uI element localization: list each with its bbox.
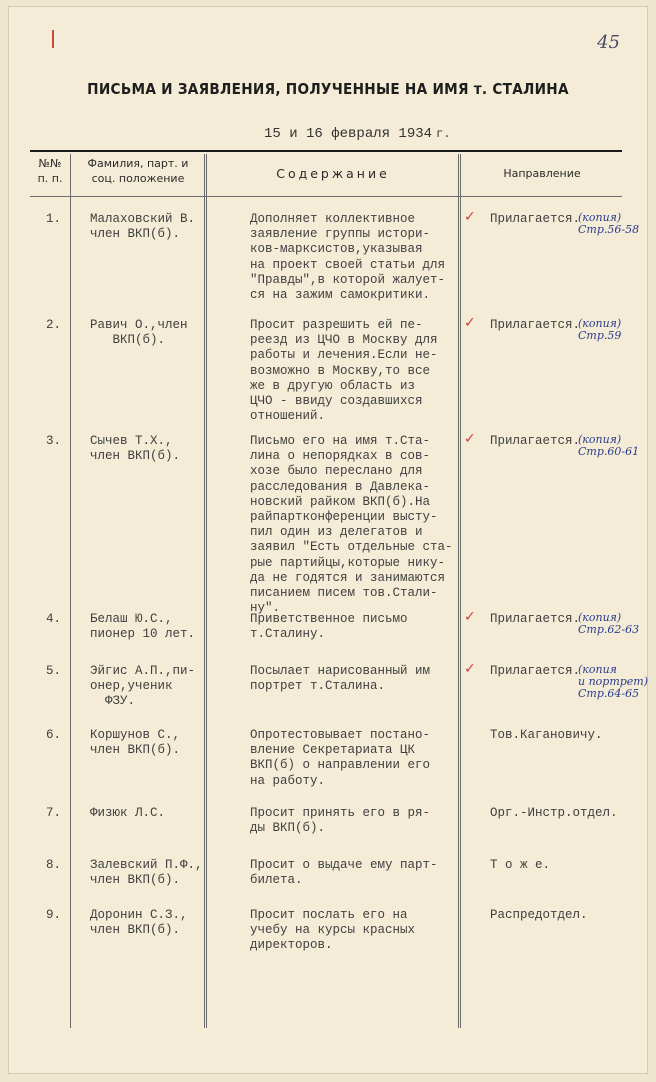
- header-underline: [30, 196, 622, 197]
- red-check-mark: ✓: [464, 661, 476, 677]
- row-direction: Тов.Кагановичу.: [490, 728, 603, 742]
- row-content: Дополняет коллективное заявление группы истори- ков-марксистов,указывая на проект своей статьи для "Правды",в которой жалует- ся на зажим самокритики.: [250, 212, 446, 303]
- red-check-mark: ✓: [464, 431, 476, 447]
- date-text: 15 и 16 февраля 1934: [264, 126, 433, 142]
- row-content: Посылает нарисованный им портрет т.Сталина.: [250, 664, 431, 694]
- row-direction: Прилагается.: [490, 612, 581, 626]
- header-name: Фамилия, парт. и соц. положение: [87, 157, 189, 185]
- row-number: 5.: [46, 664, 62, 678]
- row-content: Письмо его на имя т.Ста- лина о непорядках в сов- хозе было переслано для расследования в Давлека- новский райком ВКП(б).На райпартконференции высту- пил один из делегатов и заявил "Есть отдельные ста- рые партийцы,которые нику- да не годятся и занимаются писанием писем тов.Стали- ну".: [250, 434, 453, 616]
- row-name: Сычев Т.Х., член ВКП(б).: [90, 434, 181, 464]
- red-check-mark: ✓: [464, 609, 476, 625]
- handwritten-note: (копия и портрет) Стр.64-65: [578, 663, 649, 700]
- page-number: 45: [597, 32, 620, 53]
- row-number: 4.: [46, 612, 62, 626]
- row-name: Белаш Ю.С., пионер 10 лет.: [90, 612, 196, 642]
- handwritten-note: (копия) Стр.59: [578, 317, 622, 342]
- row-direction: Прилагается.: [490, 434, 581, 448]
- row-content: Просит принять его в ря- ды ВКП(б).: [250, 806, 431, 836]
- header-rule: [30, 150, 622, 152]
- row-number: 6.: [46, 728, 62, 742]
- handwritten-note: (копия) Стр.62-63: [578, 611, 640, 636]
- date-suffix: г.: [436, 127, 451, 141]
- row-content: Опротестовывает постано- вление Секретариата ЦК ВКП(б) о направлении его на работу.: [250, 728, 431, 788]
- red-check-mark: ✓: [464, 209, 476, 225]
- document-sheet: [8, 6, 648, 1074]
- row-direction: Прилагается.: [490, 318, 581, 332]
- row-direction: Орг.-Инстр.отдел.: [490, 806, 618, 820]
- handwritten-note: (копия) Стр.56-58: [578, 211, 640, 236]
- row-name: Залевский П.Ф., член ВКП(б).: [90, 858, 203, 888]
- row-number: 9.: [46, 908, 62, 922]
- row-direction: Прилагается.: [490, 664, 581, 678]
- row-name: Эйгис А.П.,пи- онер,ученик ФЗУ.: [90, 664, 196, 709]
- header-direction: Направление: [503, 167, 581, 180]
- row-number: 1.: [46, 212, 62, 226]
- document-date: [264, 126, 450, 142]
- row-number: 3.: [46, 434, 62, 448]
- row-direction: Т о ж е.: [490, 858, 551, 872]
- row-name: Доронин С.З., член ВКП(б).: [90, 908, 188, 938]
- row-name: Коршунов С., член ВКП(б).: [90, 728, 181, 758]
- red-margin-mark: [52, 30, 57, 48]
- document-title: ПИСЬМА И ЗАЯВЛЕНИЯ, ПОЛУЧЕННЫЕ НА ИМЯ т. СТАЛИНА: [87, 80, 569, 98]
- row-direction: Распредотдел.: [490, 908, 588, 922]
- row-number: 7.: [46, 806, 62, 820]
- row-name: Равич О.,член ВКП(б).: [90, 318, 188, 348]
- row-number: 2.: [46, 318, 62, 332]
- row-name: Физюк Л.С.: [90, 806, 166, 820]
- header-num: №№ п. п.: [37, 157, 63, 185]
- row-content: Просит о выдаче ему парт- билета.: [250, 858, 438, 888]
- red-check-mark: ✓: [464, 315, 476, 331]
- row-direction: Прилагается.: [490, 212, 581, 226]
- column-divider: [70, 154, 71, 1028]
- row-content: Просит разрешить ей пе- реезд из ЦЧО в Москву для работы и лечения.Если не- возможно в Москву,то все же в другую область из ЦЧО - ввиду создавшихся отношений.: [250, 318, 438, 424]
- column-divider: [204, 154, 207, 1028]
- handwritten-note: (копия) Стр.60-61: [578, 433, 640, 458]
- row-content: Приветственное письмо т.Сталину.: [250, 612, 408, 642]
- row-content: Просит послать его на учебу на курсы красных директоров.: [250, 908, 416, 953]
- header-content: Содержание: [276, 166, 390, 181]
- row-number: 8.: [46, 858, 62, 872]
- row-name: Малаховский В. член ВКП(б).: [90, 212, 196, 242]
